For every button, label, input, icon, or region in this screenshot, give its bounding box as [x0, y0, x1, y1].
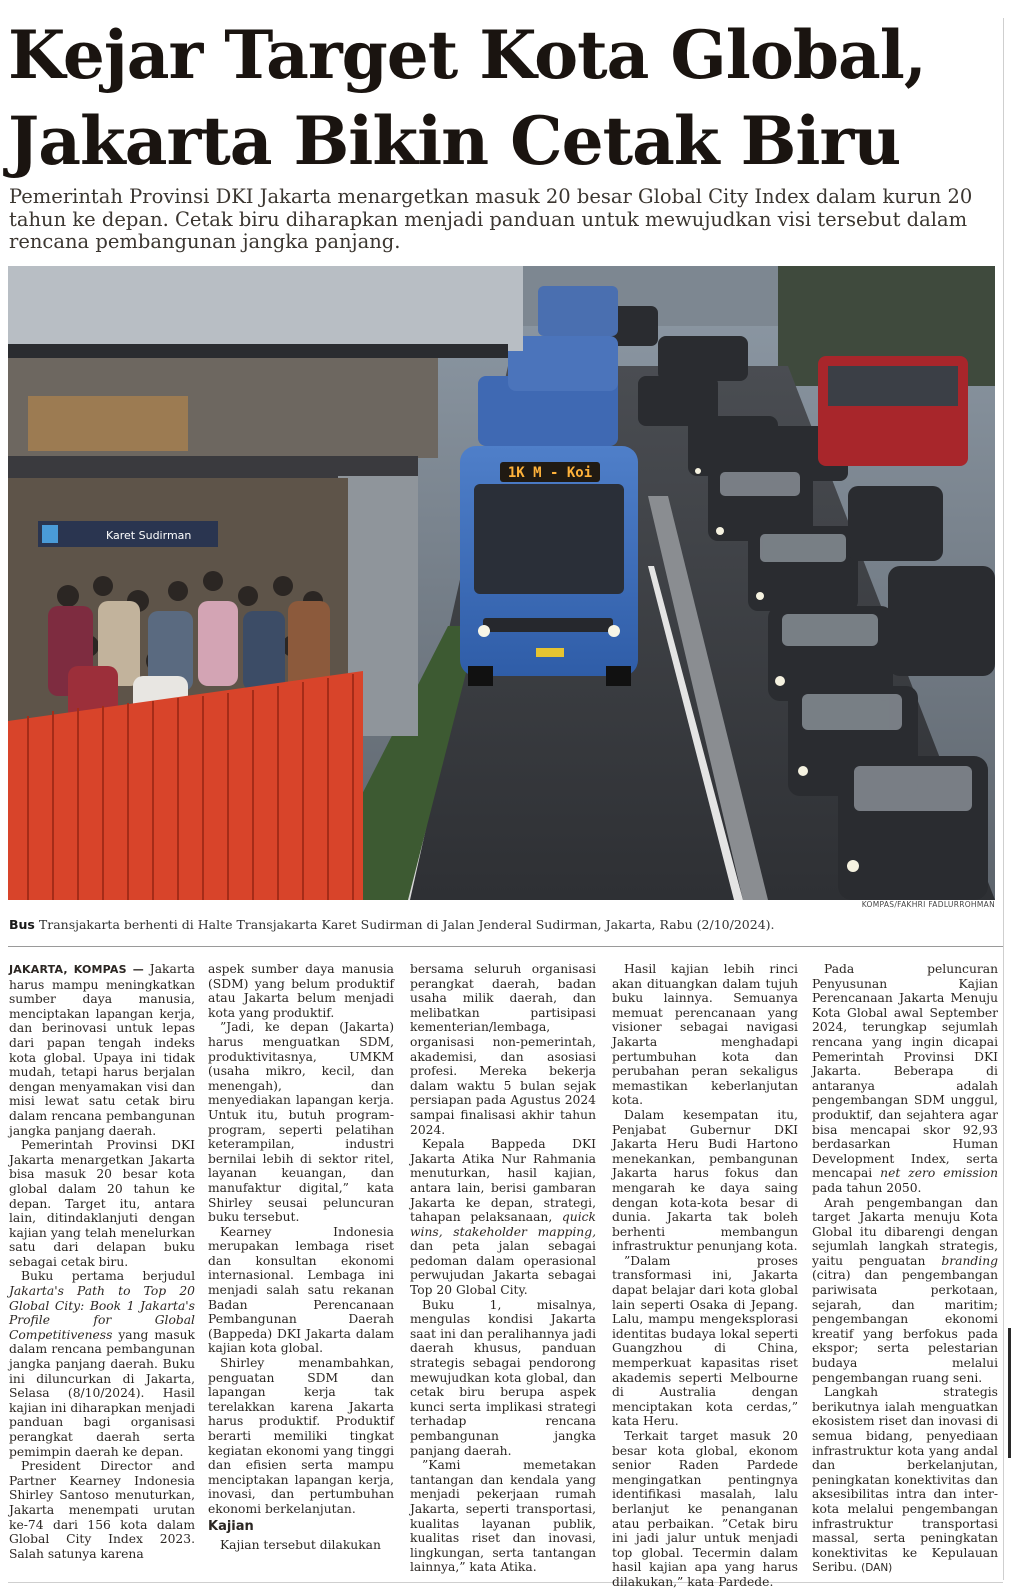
- book-title: Jakarta's Path to Top 20 Global City: Book 1 Jakarta's Profile for Global Competitiveness: [9, 1284, 195, 1342]
- paragraph: aspek sumber daya manusia (SDM) yang belum produktif atau Jakarta belum menjadi kota yang produktif.: [208, 962, 394, 1020]
- news-photo: [8, 266, 995, 900]
- paragraph: Pemerintah Provinsi DKI Jakarta menargetkan Jakarta bisa masuk 20 besar kota global dalam 20 tahun ke depan. Target itu, antara lain, ditindaklanjuti dengan kajian yang telah menelurkan satu dari delapan buku sebagai cetak biru.: [9, 1138, 195, 1269]
- headline: Kejar Target Kota Global, Jakarta Bikin Cetak Biru: [8, 16, 926, 180]
- subhead-kajian: Kajian: [208, 1518, 254, 1534]
- paragraph: Terkait target masuk 20 besar kota global, ekonom senior Raden Pardede mengingatkan pentingnya identifikasi masalah, lalu berlanjut ke penanganan atau perbaikan. ”Cetak biru ini jadi jalur untuk menjadi top global. Tecermin dalam hasil kajian apa yang harus dilakukan,” kata Pardede.: [612, 1429, 798, 1589]
- column-5: [812, 962, 998, 1576]
- paragraph: ”Jadi, ke depan (Jakarta) harus menguatkan SDM, produktivitasnya, UMKM (usaha mikro, kecil, dan menengah), dan menyediakan lapangan kerja. Untuk itu, butuh program-program, seperti pelatihan keterampilan, industri bernilai lebih di sektor ritel, layanan keuangan, dan manufaktur digital,” kata Shirley seusai peluncuran buku tersebut.: [208, 1020, 394, 1225]
- paragraph: Dalam kesempatan itu, Penjabat Gubernur DKI Jakarta Heru Budi Hartono menekankan, pembangunan Jakarta harus fokus dan mengarah ke daya saing dengan kota-kota besar di dunia. Jakarta tak boleh berhenti membangun infrastruktur penunjang kota.: [612, 1107, 798, 1254]
- italic-term: branding: [941, 1253, 998, 1268]
- paragraph: Kepala Bappeda DKI Jakarta Atika Nur Rahmania menuturkan, hasil kajian, antara lain, berisi gambaran Jakarta ke depan, strategi, tahapan pelaksanaan, quick wins, stakeholder mapping, dan peta jalan sebagai pedoman dalam operasional perwujudan Jakarta sebagai Top 20 Global City.: [410, 1137, 596, 1298]
- caption-text: Transjakarta berhenti di Halte Transjakarta Karet Sudirman di Jalan Jenderal Sudirman, Jakarta, Rabu (2/10/2024).: [38, 917, 775, 932]
- paragraph: Langkah strategis berikutnya ialah menguatkan ekosistem riset dan inovasi di semua bidang, penyediaan infrastruktur kota yang andal dan berkelanjutan, peningkatan konektivitas dan aksesibilitas intra dan inter-kota melalui pengembangan infrastruktur transportasi massal, serta peningkatan konektivitas ke Kepulauan Seribu. (DAN): [812, 1385, 998, 1575]
- margin-marker: [1008, 1328, 1011, 1458]
- author-signature: (DAN): [861, 1562, 893, 1575]
- paragraph: Shirley menambahkan, penguatan SDM dan lapangan kerja tak terelakkan karena Jakarta harus produktif. Produktif berarti memiliki tingkat kegiatan ekonomi yang tinggi dan efisien serta mampu menciptakan lapangan kerja, inovasi, dan pertumbuhan ekonomi berkelanjutan.: [208, 1356, 394, 1516]
- dateline: JAKARTA, KOMPAS —: [9, 963, 144, 976]
- column-2: [208, 962, 394, 1553]
- lede: Pemerintah Provinsi DKI Jakarta menargetkan masuk 20 besar Global City Index dalam kurun 20 tahun ke depan. Cetak biru diharapkan menjadi panduan untuk mewujudkan visi tersebut dalam rencana pembangunan jangka panjang.: [9, 185, 973, 253]
- paragraph: Buku pertama berjudul Jakarta's Path to Top 20 Global City: Book 1 Jakarta's Profile for Global Competitiveness yang masuk dalam rencana pembangunan jangka panjang daerah. Buku ini diluncurkan di Jakarta, Selasa (8/10/2024). Hasil kajian ini diharapkan menjadi panduan bagi organisasi perangkat daerah serta pemimpin daerah ke depan.: [9, 1269, 195, 1459]
- italic-term: net zero emission: [880, 1166, 998, 1181]
- paragraph: ”Dalam proses transformasi ini, Jakarta dapat belajar dari kota global lain seperti Osaka di Jepang. Lalu, mampu mengeksplorasi identitas budaya lokal seperti Guangzhou di China, memperkuat kapasitas riset akademis seperti Melbourne di Australia dengan menciptakan kota cerdas,” kata Heru.: [612, 1253, 798, 1429]
- paragraph: bersama seluruh organisasi perangkat daerah, badan usaha milik daerah, dan melibatkan partisipasi kementerian/lembaga, organisasi non-pemerintah, akademisi, dan asosiasi profesi. Mereka bekerja dalam waktu 5 bulan sejak persiapan pada Agustus 2024 sampai finalisasi akhir tahun 2024.: [410, 962, 596, 1137]
- paragraph: Buku 1, misalnya, mengulas kondisi Jakarta saat ini dan peralihannya jadi daerah khusus, panduan strategis sebagai pendorong mewujudkan kota global, dan cetak biru berupa aspek kunci serta implikasi strategi terhadap rencana pembangunan jangka panjang daerah.: [410, 1297, 596, 1458]
- paragraph: Kajian tersebut dilakukan: [220, 1538, 381, 1553]
- paragraph: Arah pengembangan dan target Jakarta menuju Kota Global itu dibarengi dengan sejumlah langkah strategis, yaitu penguatan branding (citra) dan pengembangan pariwisata perkotaan, sejarah, dan maritim; pengembangan ekonomi kreatif yang berfokus pada ekspor; serta pelestarian budaya melalui pengembangan ruang seni.: [812, 1195, 998, 1385]
- italic-term: quick wins, stakeholder mapping,: [410, 1210, 596, 1239]
- paragraph: President Director and Partner Kearney Indonesia Shirley Santoso menuturkan, Jakarta menempati urutan ke-74 dari 156 kota dalam Global City Index 2023. Salah satunya karena: [9, 1459, 195, 1561]
- photo-caption: [9, 917, 999, 932]
- paragraph: Pada peluncuran Penyusunan Kajian Perencanaan Jakarta Menuju Kota Global awal September 2024, terungkap sejumlah rencana yang ingin dicapai Pemerintah Provinsi DKI Jakarta. Beberapa di antaranya adalah pengembangan SDM unggul, produktif, dan sejahtera agar bisa mencapai skor 92,93 berdasarkan Human Development Index, serta mencapai net zero emission pada tahun 2050.: [812, 962, 998, 1195]
- caption-lead: Bus: [9, 917, 35, 932]
- paragraph: Kearney Indonesia merupakan lembaga riset dan konsultan ekonomi internasional. Lembaga ini menjadi salah satu rekanan Badan Perencanaan Pembangunan Daerah (Bappeda) DKI Jakarta dalam kajian kota global.: [208, 1224, 394, 1356]
- paragraph: ”Kami memetakan tantangan dan kendala yang menjadi pekerjaan rumah Jakarta, seperti transportasi, kualitas layanan publik, kualitas riset dan inovasi, lingkungan, serta tantangan lainnya,” kata Atika.: [410, 1458, 596, 1575]
- page-edge-line: [1003, 18, 1004, 1580]
- photo-credit: KOMPAS/FAKHRI FADLURROHMAN: [861, 900, 995, 909]
- bus-display: 1K M - Koi: [507, 465, 593, 481]
- paragraph: Hasil kajian lebih rinci akan dituangkan dalam tujuh buku lainnya. Semuanya memuat perencanaan yang visioner sebagai navigasi Jakarta menghadapi pertumbuhan kota dan perubahan peran sekaligus memastikan keberlanjutan kota.: [612, 962, 798, 1108]
- paragraph: JAKARTA, KOMPAS — Jakarta harus mampu meningkatkan sumber daya manusia, menciptakan lapangan kerja, dan berinovasi untuk lepas dari papan tengah indeks kota global. Upaya ini tidak mudah, tetapi harus berjalan dengan menyamakan visi dan misi lewat satu cetak biru dalam rencana pembangunan jangka panjang daerah.: [9, 962, 195, 1138]
- column-3: [410, 962, 596, 1575]
- column-4: [612, 962, 798, 1590]
- bottom-rule: [8, 1582, 1003, 1583]
- column-1: [9, 962, 195, 1561]
- station-sign: Karet Sudirman: [106, 529, 192, 542]
- caption-rule: [8, 946, 1003, 947]
